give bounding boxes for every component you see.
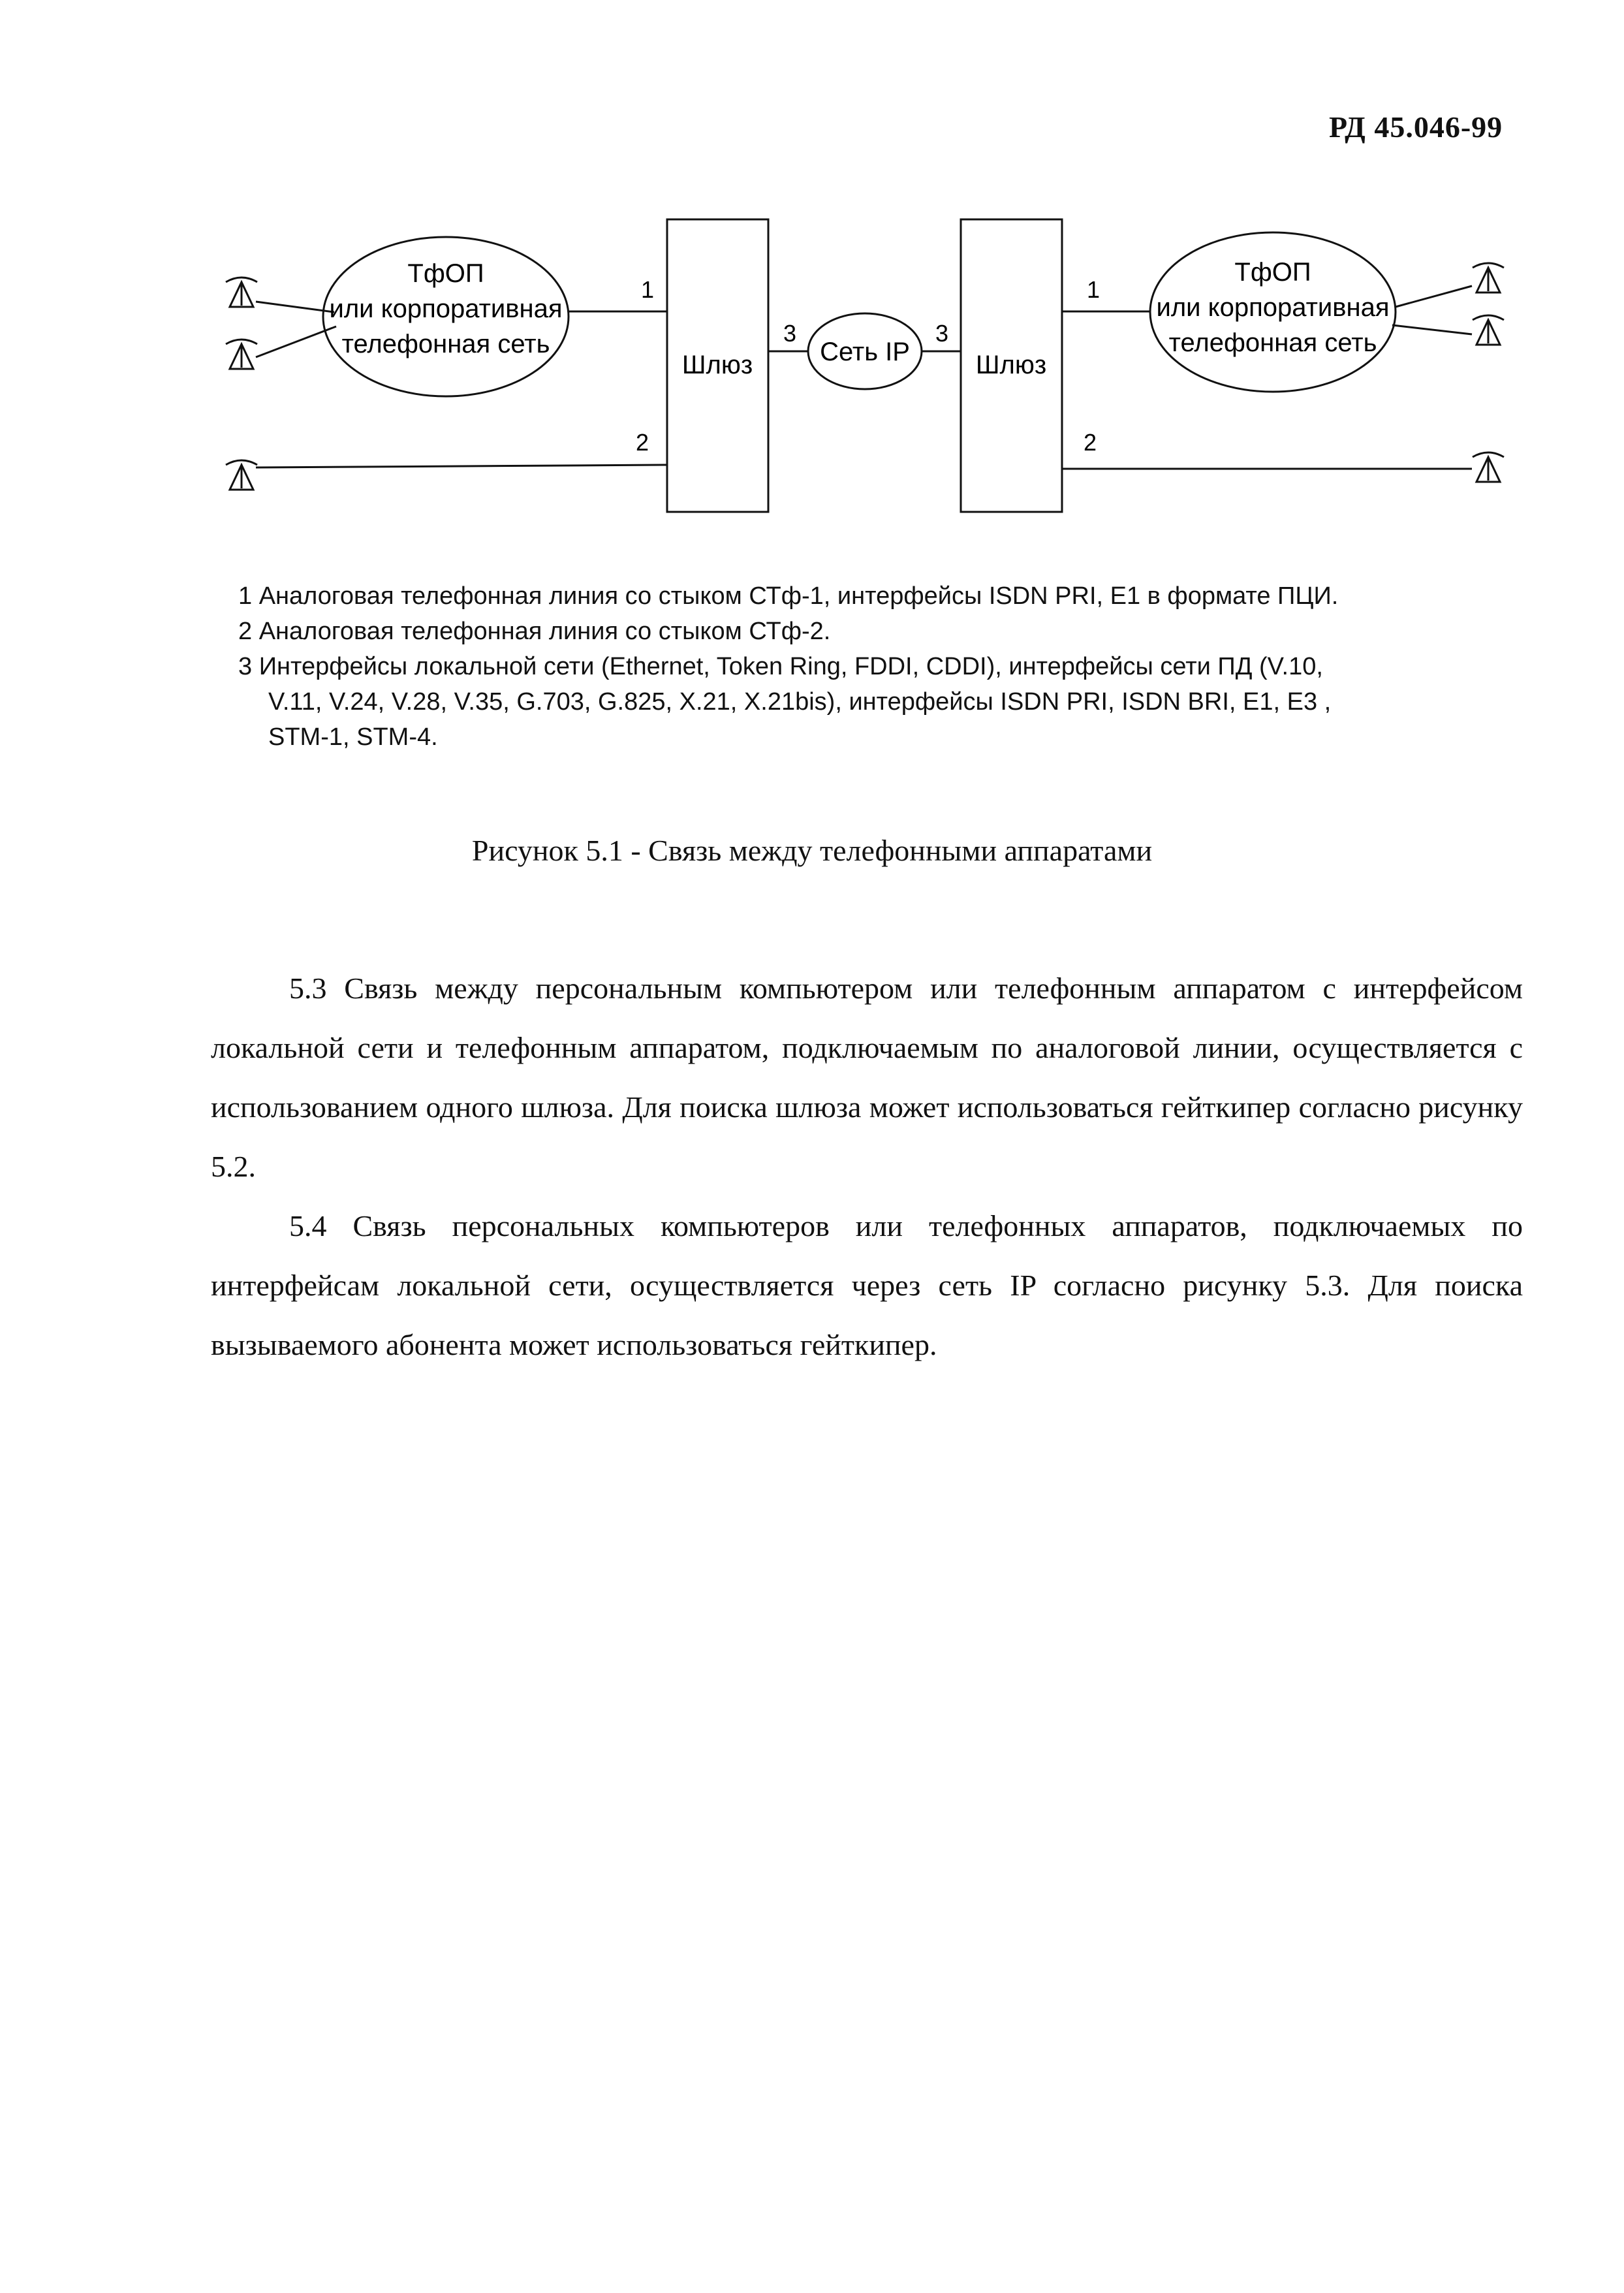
line-label-3-left: 3 xyxy=(783,320,797,347)
telephone-icon xyxy=(226,460,257,490)
line-label-3-right: 3 xyxy=(935,320,949,347)
paragraph-5-3-text: 5.3 Связь между персональным компьютером или телефонным аппаратом с интерфейсом локальной сети и телефонным аппаратом, подключаемым по аналоговой линии, осуществляется с использованием одного шлюза. Для поиска шлюза может использоваться гейткипер согласно рисунку 5.2. xyxy=(211,972,1523,1183)
ip-network-label: Сеть IP xyxy=(820,338,910,366)
paragraph-5-3 xyxy=(211,958,1523,1196)
legend-item-2: 2 Аналоговая телефонная линия со стыком СТф-2. xyxy=(238,618,831,645)
right-gateway-label: Шлюз xyxy=(975,351,1047,379)
right-network-label-1: ТфОП xyxy=(1234,258,1311,287)
line-label-1-right: 1 xyxy=(1087,276,1101,303)
line-label-1-left: 1 xyxy=(641,276,655,303)
network-diagram xyxy=(0,0,1624,535)
right-network-label-3: телефонная сеть xyxy=(1168,328,1377,357)
telephone-icon xyxy=(226,340,257,369)
right-network-label-2: или корпоративная xyxy=(1156,293,1390,322)
line-label-2-left: 2 xyxy=(636,429,649,456)
legend-item-3-end: STM-1, STM-4. xyxy=(268,723,438,751)
paragraph-5-4-text: 5.4 Связь персональных компьютеров или телефонных аппаратов, подключаемых по интерфейсам локальной сети, осуществляется через сеть IP согласно рисунку 5.3. Для поиска вызываемого абонента может использоваться гейткипер. xyxy=(211,1209,1523,1361)
figure-legend xyxy=(238,578,1338,755)
left-network-label-1: ТфОП xyxy=(407,259,484,288)
left-network-label-2: или корпоративная xyxy=(329,294,563,323)
paragraph-5-4 xyxy=(211,1196,1523,1374)
document-code: РД 45.046-99 xyxy=(1329,110,1503,144)
telephone-icon xyxy=(226,277,257,307)
legend-item-3: 3 Интерфейсы локальной сети (Ethernet, Token Ring, FDDI, CDDI), интерфейсы сети ПД (V.10, xyxy=(238,653,1323,680)
line-label-2-right: 2 xyxy=(1084,429,1097,456)
telephone-icon xyxy=(1473,452,1504,482)
telephone-icon xyxy=(1473,315,1504,345)
telephone-icon xyxy=(1473,263,1504,293)
legend-item-3-continued: V.11, V.24, V.28, V.35, G.703, G.825, X.21, X.21bis), интерфейсы ISDN PRI, ISDN BRI, E1, E3 , xyxy=(268,688,1332,716)
left-gateway-label: Шлюз xyxy=(681,351,753,379)
left-network-label-3: телефонная сеть xyxy=(341,330,550,358)
legend-item-1: 1 Аналоговая телефонная линия со стыком СТф-1, интерфейсы ISDN PRI, E1 в формате ПЦИ. xyxy=(238,582,1339,610)
figure-caption: Рисунок 5.1 - Связь между телефонными аппаратами xyxy=(471,834,1153,867)
